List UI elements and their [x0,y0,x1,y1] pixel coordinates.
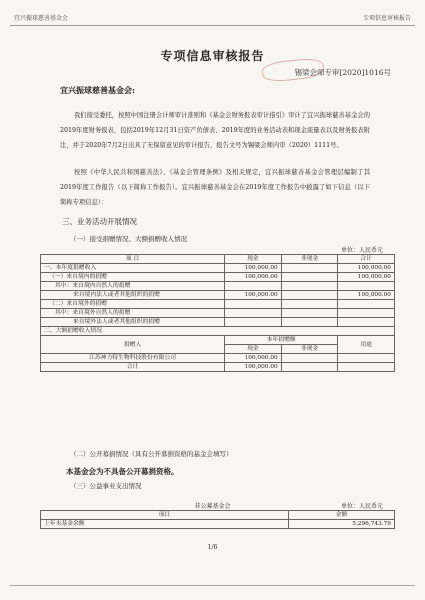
cell-noncash [281,354,338,363]
paragraph-1: 我们接受委托，按照中国注册会计师审计准则和《基金会财务报表审计指引》审计了宜兴振球慈善基金会的2019年度财务报表，包括2019年12月31日资产负债表、2019年度的业务活动表和现金流量表以及财务报表附注，并于2020年7月2日出具了无保留意见的审计报告，报告文号为锡梁会师内审（2020）1111号。 [60,112,370,149]
col-noncash: 非现金 [281,255,338,264]
row-label: 合计 [41,363,225,372]
header-right: 专项信息审核报告 [362,15,411,22]
cell-cash: 100,000.00 [225,291,282,300]
cell-noncash [281,291,338,300]
cell-total: 100,000.00 [338,264,395,273]
cell-noncash [281,273,338,282]
row-label: 二、大额捐赠收入情况 [41,327,395,336]
col-item: 项 目 [41,255,225,264]
row-label: 来自境外法人或者其他组织的捐赠 [41,318,225,327]
cell-noncash [281,282,338,291]
row-label: 其中：来自境外自然人的捐赠 [41,309,225,318]
cell-cash [225,318,282,327]
table-row [41,273,395,282]
table-row [41,520,395,529]
table-row [41,282,395,291]
cell-cash [225,309,282,318]
unit-label: 单位：人民币元 [340,247,383,254]
table-header-row [41,255,395,264]
cell-amount: 5,296,743.79 [288,520,394,529]
row-label: 来自境内法人或者其他组织的捐赠 [41,291,225,300]
cell-noncash [281,309,338,318]
footer-divider [10,585,415,586]
unit-label: 单位：人民币元 [340,503,383,510]
table-row [41,300,395,309]
row-label: 其中：来自境内自然人的捐赠 [41,282,225,291]
cell-total: 100,000.00 [338,291,395,300]
table-header-row [41,511,395,520]
donation-table [40,254,395,372]
cell-noncash [281,363,338,372]
cell-use [338,354,395,363]
table-row [41,264,395,273]
col-cash: 现金 [225,345,282,354]
col-amount: 本年捐赠额 [225,336,338,345]
cell-total [338,300,395,309]
donor-name: 江苏神力特生物科技股份有限公司 [41,354,225,363]
col-cash: 现金 [225,255,282,264]
table-row [41,309,395,318]
col-noncash: 非现金 [281,345,338,354]
fundraising-statement: 本基金会为不具备公开募捐资格。 [66,467,179,476]
col-donor: 捐赠人 [41,336,225,354]
table-row [41,327,395,336]
cell-cash: 100,000.00 [225,264,282,273]
salutation: 宜兴振球慈善基金会: [60,85,135,95]
cell-cash: 100,000.00 [225,273,282,282]
cell-cash: 100,000.00 [225,354,282,363]
table-row [41,363,395,372]
cell-total: 100,000.00 [338,273,395,282]
page-title: 专项信息审核报告 [160,49,265,63]
cell-use [338,363,395,372]
table-row [41,291,395,300]
row-label: 上年末基金余额 [41,520,289,529]
col-amount: 金额 [288,511,394,520]
cell-cash [225,300,282,309]
table-row [41,318,395,327]
table-row [41,354,395,363]
cell-noncash [281,318,338,327]
cell-cash: 100,000.00 [225,363,282,372]
cell-noncash [281,300,338,309]
col-item: 项目 [41,511,289,520]
subsection-public-fundraising: （二）公开募捐情况（具有公开募捐资格的基金会填写） [70,450,233,458]
header-divider [10,25,415,26]
page-number: 1/6 [207,544,218,551]
section-heading: 三、业务活动开展情况 [62,217,137,226]
document-number: 锡梁会师专审[2020]1016号 [294,68,391,77]
table-subheader-row [41,336,395,345]
col-use: 用途 [338,336,395,354]
subsection-donations: （一）接受捐赠情况、大额捐赠收入情况 [70,235,187,243]
paragraph-2: 按照《中华人民共和国慈善法》、《基金会管理条例》及相关规定，宜兴振球慈善基金会管理层编制了其2019年度工作报告（以下简称工作报告）。宜兴振球慈善基金会在2019年度工作报告中披露了如下信息（以下简称专项信息）： [60,169,370,206]
row-label: （二）来自境外的捐赠 [41,300,225,309]
expenditure-table [40,510,395,529]
cell-cash [225,282,282,291]
col-total: 合计 [338,255,395,264]
subsection-expenditure: （三）公益事业支出情况 [70,482,142,490]
header-left: 宜兴振球慈善基金会 [14,15,69,22]
cell-total [338,318,395,327]
cell-noncash [281,264,338,273]
table-caption: 非公募基金会 [194,503,231,510]
cell-total [338,309,395,318]
cell-total [338,282,395,291]
row-label: （一）来自境内的捐赠 [41,273,225,282]
row-label: 一、本年度捐赠收入 [41,264,225,273]
